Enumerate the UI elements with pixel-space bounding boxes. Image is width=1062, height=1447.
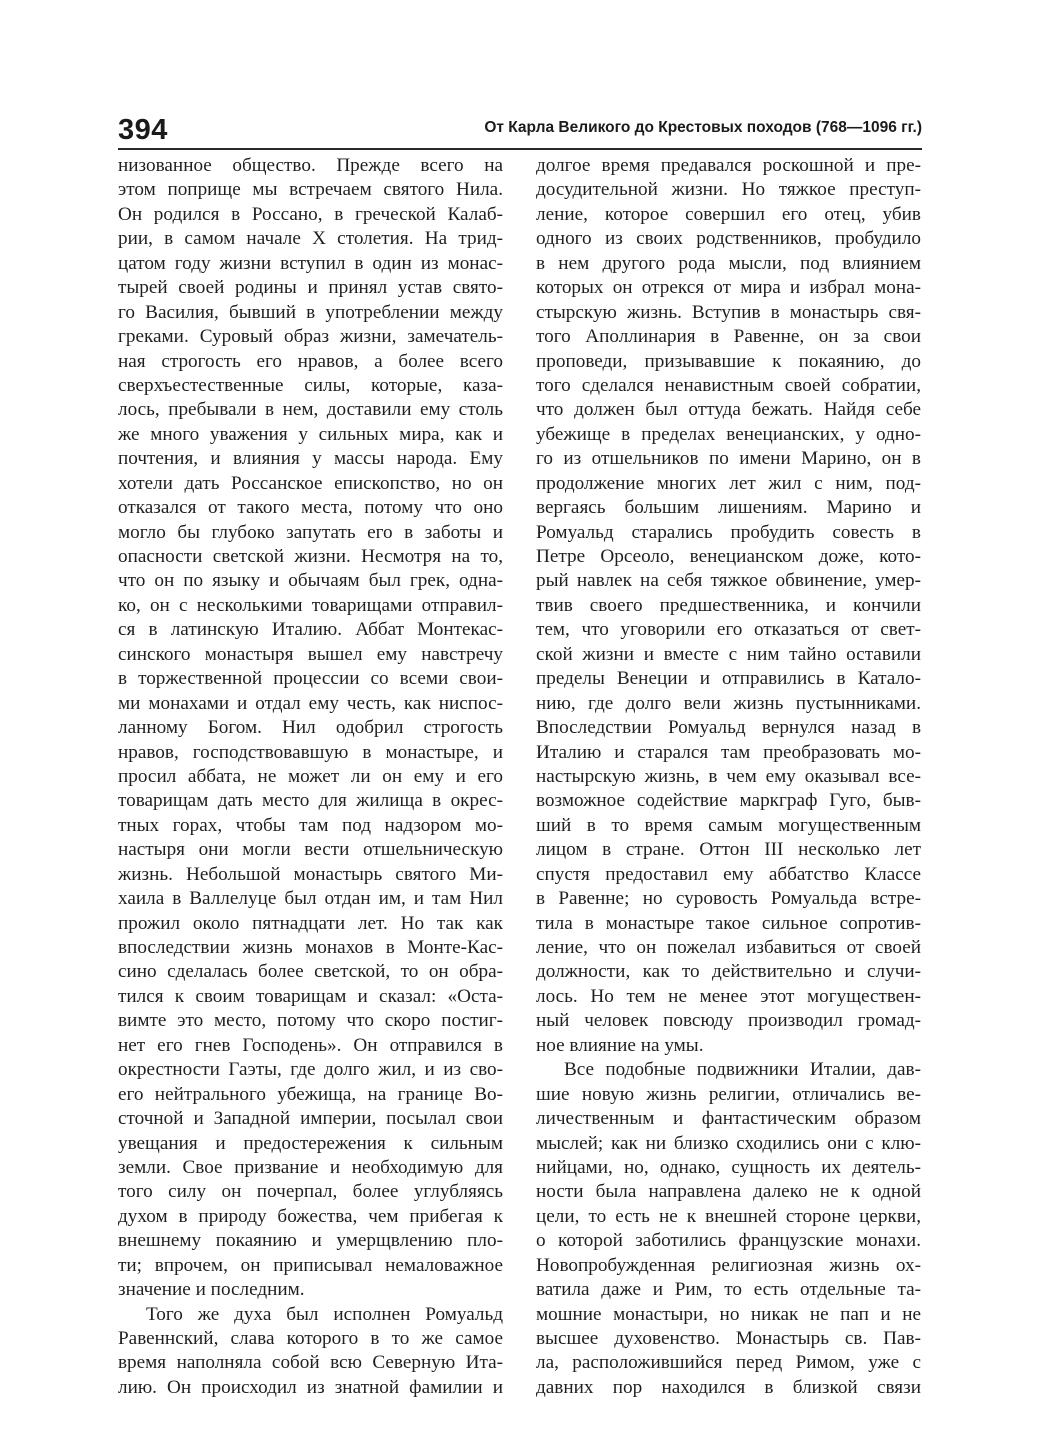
text-line: ный человек повсюду производил громад- (536, 1010, 921, 1032)
text-line: тила в монастыре такое сильное сопротив- (536, 912, 921, 934)
text-line: досудительной жизни. Но тяжкое преступ- (536, 179, 921, 201)
text-line: Того же духа был исполнен Ромуальд (146, 1303, 503, 1325)
text-line: рии, в самом начале X столетия. На трид- (118, 228, 503, 250)
text-line: личественным и фантастическим образом (536, 1108, 921, 1130)
text-line: го Василия, бывший в употреблении между (118, 301, 503, 323)
text-line: мыслей; как ни близко сходились они с клю- (536, 1132, 921, 1154)
text-line: твив своего предшественника, и кончили (536, 594, 921, 616)
text-line: го из отшельников по имени Марино, он в (536, 448, 921, 470)
text-line: увещания и предостережения к сильным (118, 1132, 503, 1154)
text-line: окрестности Гаэты, где долго жил, и из сво- (118, 1059, 503, 1081)
text-line: шие новую жизнь религии, отличались ве- (536, 1083, 921, 1105)
text-line: ление, которое совершил его отец, убив (536, 203, 921, 225)
text-line: в Равенне; но суровость Ромуальда встре- (536, 888, 921, 910)
text-line: жизнь. Небольшой монастырь святого Ми- (118, 863, 503, 885)
text-line: хотели дать Россанское епископство, но он (118, 472, 503, 494)
text-line: долгое время предавался роскошной и пре- (536, 155, 921, 176)
text-line: что он по языку и обычаям был грек, одна- (118, 570, 503, 592)
text-line: Петре Орсеоло, венецианском доже, кото- (536, 546, 921, 567)
text-line: настырскую жизнь, в чем ему оказывал все- (536, 765, 921, 787)
text-line: товарищам дать место для жилища в окрес- (118, 790, 503, 812)
text-line: настыря они могли вести отшельническую (118, 839, 503, 861)
text-line: лию. Он происходил из знатной фамилии и (118, 1376, 503, 1398)
text-line: низованное общество. Прежде всего на (118, 155, 503, 176)
text-line: ской жизни и вместе с ним тайно оставили (536, 643, 921, 665)
text-line: ная строгость его нравов, а более всего (118, 350, 503, 372)
text-line: ти; впрочем, он приписывал немаловажное (118, 1254, 503, 1276)
text-line: земли. Свое призвание и необходимую для (118, 1156, 503, 1178)
text-line: могло бы глубоко запутать его в заботы и (118, 521, 503, 543)
text-line: ла, расположившийся перед Римом, уже с (536, 1352, 921, 1374)
page-number: 394 (118, 114, 168, 146)
text-line: давних пор находился в близкой связи (536, 1376, 921, 1398)
text-line: лицом в стране. Оттон III несколько лет (536, 839, 921, 861)
text-line: ление, что он пожелал избавиться от своей (536, 937, 921, 958)
text-line: пределы Венеции и отправились в Катало- (536, 668, 921, 690)
text-column-right (536, 154, 921, 1400)
text-line: ности была направлена далеко не к одной (536, 1181, 921, 1203)
text-line: в нем другого рода мысли, под влиянием (536, 252, 921, 274)
text-line: хаила в Валлелуце был отдан им, и там Нил (118, 888, 503, 910)
text-line: Равеннский, слава которого в то же самое (118, 1328, 503, 1349)
text-line: Ромуальд старались пробудить совесть в (536, 521, 921, 543)
text-line: вергаясь большим лишениям. Марино и (536, 497, 921, 519)
text-line: одного из своих родственников, пробудило (536, 228, 921, 250)
text-line: нийцами, но, однако, сущность их деятель- (536, 1156, 921, 1178)
text-line: ко, он с несколькими товарищами отправил- (118, 594, 503, 616)
text-line: опасности светской жизни. Несмотря на то, (118, 546, 503, 567)
text-line: прожил около пятнадцати лет. Но так как (118, 912, 503, 934)
text-line: того сделался ненавистным своей собратии, (536, 374, 921, 396)
text-line: лось. Но тем не менее этот могуществен- (536, 985, 921, 1007)
text-line: впоследствии жизнь монахов в Монте-Кас- (118, 937, 503, 958)
text-line: высшее духовенство. Монастырь св. Пав- (536, 1328, 921, 1349)
running-head-title: От Карла Великого до Крестовых походов (768—1096 гг.) (484, 119, 922, 136)
text-line: просил аббата, не может ли он ему и его (118, 765, 503, 787)
text-line: которых он отрекся от мира и избрал мона- (536, 277, 921, 299)
text-line: его нейтрального убежища, на границе Во- (118, 1083, 503, 1105)
text-line: тился к своим товарищам и сказал: «Оста- (118, 985, 503, 1007)
text-line: Он родился в Россано, в греческой Калаб- (118, 203, 503, 225)
text-line: тных горах, чтобы там под надзором мо- (118, 814, 503, 836)
text-line: сточной и Западной империи, посылал свои (118, 1108, 503, 1130)
text-line: ся в латинскую Италию. Аббат Монтекас- (118, 619, 503, 641)
text-line: сино сделалась более светской, то он обра- (118, 961, 503, 983)
text-line: Новопробужденная религиозная жизнь ох- (536, 1254, 921, 1276)
text-line: синского монастыря вышел ему навстречу (118, 643, 503, 665)
text-line: того силу он почерпал, более углубляясь (118, 1181, 503, 1203)
text-line: духом в природу божества, чем прибегая к (118, 1205, 503, 1227)
text-line: греками. Суровый образ жизни, замечатель- (118, 326, 503, 348)
text-line: ланному Богом. Нил одобрил строгость (118, 717, 503, 739)
text-line: цели, то есть не к внешней стороне церкви, (536, 1205, 921, 1227)
text-line: значение и последним. (118, 1279, 305, 1301)
text-line: тем, что уговорили его отказаться от свет- (536, 619, 921, 641)
text-line: вимте это место, потому что скоро постиг- (118, 1010, 503, 1032)
text-line: тырей своей родины и принял устав свято- (118, 277, 503, 299)
text-line: ватила даже и Рим, то есть отдельные та- (536, 1279, 921, 1301)
text-line: внешнему покаянию и умерщвлению пло- (118, 1230, 503, 1252)
text-line: рый навлек на себя тяжкое обвинение, умер- (536, 570, 921, 592)
text-line: того Аполлинария в Равенне, он за свои (536, 326, 921, 348)
text-line: время наполняла собой всю Северную Ита- (118, 1352, 503, 1374)
text-line: ми монахами и отдал ему честь, как ниспос- (118, 692, 503, 714)
text-line: возможное содействие маркграф Гуго, быв- (536, 790, 921, 812)
text-line: ший в то время самым могущественным (536, 814, 921, 836)
text-line: сверхъестественные силы, которые, каза- (118, 374, 503, 396)
text-line: цатом году жизни вступил в один из монас- (118, 252, 503, 274)
text-line: в торжественной процессии со всеми свои- (118, 668, 503, 690)
text-column-left (118, 154, 503, 1400)
text-line: ное влияние на умы. (536, 1034, 704, 1056)
text-line: о которой заботились французские монахи. (536, 1230, 921, 1252)
text-line: что должен был оттуда бежать. Найдя себе (536, 399, 921, 421)
text-line: же много уважения у сильных мира, как и (118, 423, 503, 445)
text-line: Впоследствии Ромуальд вернулся назад в (536, 717, 921, 739)
header-rule (118, 148, 922, 150)
text-line: проповеди, призывавшие к покаянию, до (536, 350, 921, 372)
text-line: почтения, и влияния у массы народа. Ему (118, 448, 503, 470)
text-line: убежище в пределах венецианских, у одно- (536, 423, 921, 445)
text-line: должности, как то действительно и случи- (536, 961, 921, 983)
text-line: спустя предоставил ему аббатство Классе (536, 863, 921, 885)
text-line: нет его гнев Господень». Он отправился в (118, 1034, 503, 1056)
text-line: стырскую жизнь. Вступив в монастырь свя- (536, 301, 921, 323)
text-line: нию, где долго вели жизнь пустынниками. (536, 692, 921, 714)
text-line: нравов, господствовавшую в монастыре, и (118, 741, 503, 763)
text-line: продолжение многих лет жил с ним, под- (536, 472, 921, 494)
text-line: Италию и старался там преобразовать мо- (536, 741, 921, 763)
text-line: мошние монастыри, но никак не пап и не (536, 1303, 921, 1325)
text-line: Все подобные подвижники Италии, дав- (564, 1059, 921, 1081)
text-line: этом поприще мы встречаем святого Нила. (118, 179, 503, 201)
text-line: отказался от такого места, потому что оно (118, 497, 503, 519)
text-line: лось, пребывали в нем, доставили ему столь (118, 399, 503, 421)
